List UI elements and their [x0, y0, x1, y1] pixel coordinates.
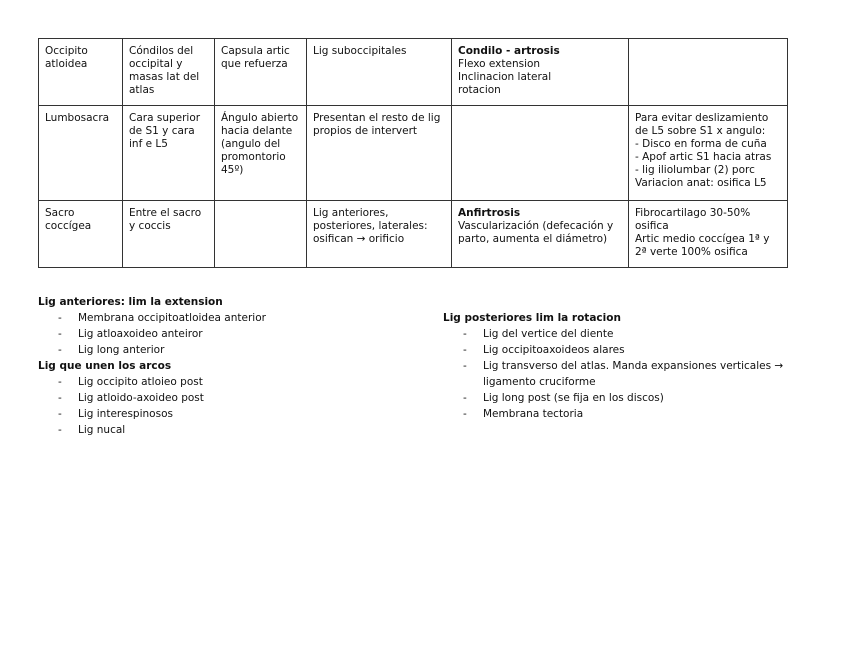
list-item-text: Lig nucal [78, 424, 126, 436]
table-cell [629, 39, 788, 106]
notes-left [38, 294, 398, 438]
table-cell [215, 106, 307, 201]
cell-text: Occipito atloidea [45, 45, 88, 70]
table-cell [307, 39, 452, 106]
cell-text: Vascularización (defecación y parto, aumenta el diámetro) [458, 220, 614, 245]
cell-text: Para evitar deslizamiento de L5 sobre S1 x angulo: [635, 112, 769, 137]
cell-text: Ángulo abierto hacia delante (angulo del promontorio 45º) [221, 112, 299, 176]
table-cell [307, 106, 452, 201]
bullet-dash: - [463, 360, 467, 372]
cell-text: Inclinacion lateral [458, 71, 552, 83]
joints-table [38, 38, 788, 268]
cell-text: Artic medio coccígea 1ª y 2ª verte 100% osifica [635, 233, 770, 258]
cell-text: Variacion anat: osifica L5 [635, 177, 767, 189]
list-item [38, 390, 398, 406]
list-item [443, 326, 803, 342]
table-cell [452, 106, 629, 201]
table-cell [452, 39, 629, 106]
list-item-text: Lig occipitoaxoideos alares [483, 344, 625, 356]
table-cell [215, 201, 307, 268]
cell-text: Lig suboccipitales [313, 45, 407, 57]
list-item [443, 342, 803, 358]
table-cell [452, 201, 629, 268]
list-item [443, 390, 803, 406]
notes-heading: Lig que unen los arcos [38, 360, 172, 372]
notes-list [443, 326, 803, 422]
bullet-dash: - [58, 344, 62, 356]
list-item-text: Lig occipito atloieo post [78, 376, 203, 388]
table-cell [39, 106, 123, 201]
cell-text: Cara superior de S1 y cara inf e L5 [129, 112, 201, 150]
cell-text: - Disco en forma de cuña [635, 138, 767, 150]
notes-list [38, 374, 398, 438]
bullet-dash: - [463, 328, 467, 340]
notes-heading: Lig posteriores lim la rotacion [443, 312, 621, 324]
table-cell [307, 201, 452, 268]
table-cell [39, 39, 123, 106]
cell-heading: Anfirtrosis [458, 207, 521, 219]
list-item [38, 310, 398, 326]
bullet-dash: - [58, 312, 62, 324]
table-row [39, 39, 788, 106]
list-item [443, 406, 803, 422]
bullet-dash: - [463, 408, 467, 420]
bullet-dash: - [58, 408, 62, 420]
bullet-dash: - [463, 392, 467, 404]
cell-text: Presentan el resto de lig propios de intervert [313, 112, 441, 137]
table-cell [123, 106, 215, 201]
table-row [39, 201, 788, 268]
cell-text: Entre el sacro y coccis [129, 207, 202, 232]
list-item [38, 374, 398, 390]
cell-text: Lig anteriores, posteriores, laterales: osifican → orificio [313, 207, 428, 245]
notes-heading: Lig anteriores: lim la extension [38, 296, 223, 308]
list-item-text: Lig interespinosos [78, 408, 173, 420]
table-cell [215, 39, 307, 106]
table-cell [123, 39, 215, 106]
cell-text: Lumbosacra [45, 112, 110, 124]
table-cell [629, 201, 788, 268]
cell-text: - Apof artic S1 hacia atras [635, 151, 772, 163]
list-item [443, 358, 803, 390]
cell-text: Capsula artic que refuerza [221, 45, 290, 70]
cell-text: rotacion [458, 84, 501, 96]
list-item-text: Lig del vertice del diente [483, 328, 614, 340]
table-cell [39, 201, 123, 268]
bullet-dash: - [58, 376, 62, 388]
notes-list [38, 310, 398, 358]
list-item [38, 326, 398, 342]
cell-text: Fibrocartilago 30-50% osifica [635, 207, 751, 232]
bullet-dash: - [58, 328, 62, 340]
list-item-text: Lig atloido-axoideo post [78, 392, 204, 404]
cell-text: Cóndilos del occipital y masas lat del atlas [129, 45, 200, 96]
list-item [38, 422, 398, 438]
table-cell [629, 106, 788, 201]
list-item-text: Membrana tectoria [483, 408, 584, 420]
bullet-dash: - [463, 344, 467, 356]
table-row [39, 106, 788, 201]
cell-heading: Condilo - artrosis [458, 45, 560, 57]
list-item-text: Membrana occipitoatloidea anterior [78, 312, 266, 324]
list-item-text: Lig long post (se fija en los discos) [483, 392, 664, 404]
list-item-text: Lig long anterior [78, 344, 165, 356]
list-item [38, 406, 398, 422]
bullet-dash: - [58, 424, 62, 436]
list-item [38, 342, 398, 358]
table-cell [123, 201, 215, 268]
cell-text: Sacro coccígea [45, 207, 92, 232]
cell-text: Flexo extension [458, 58, 541, 70]
notes-right [443, 310, 803, 422]
cell-text: - lig iliolumbar (2) porc [635, 164, 755, 176]
list-item-text: Lig transverso del atlas. Manda expansiones verticales → ligamento cruciforme [483, 360, 784, 388]
list-item-text: Lig atloaxoideo anteiror [78, 328, 203, 340]
bullet-dash: - [58, 392, 62, 404]
